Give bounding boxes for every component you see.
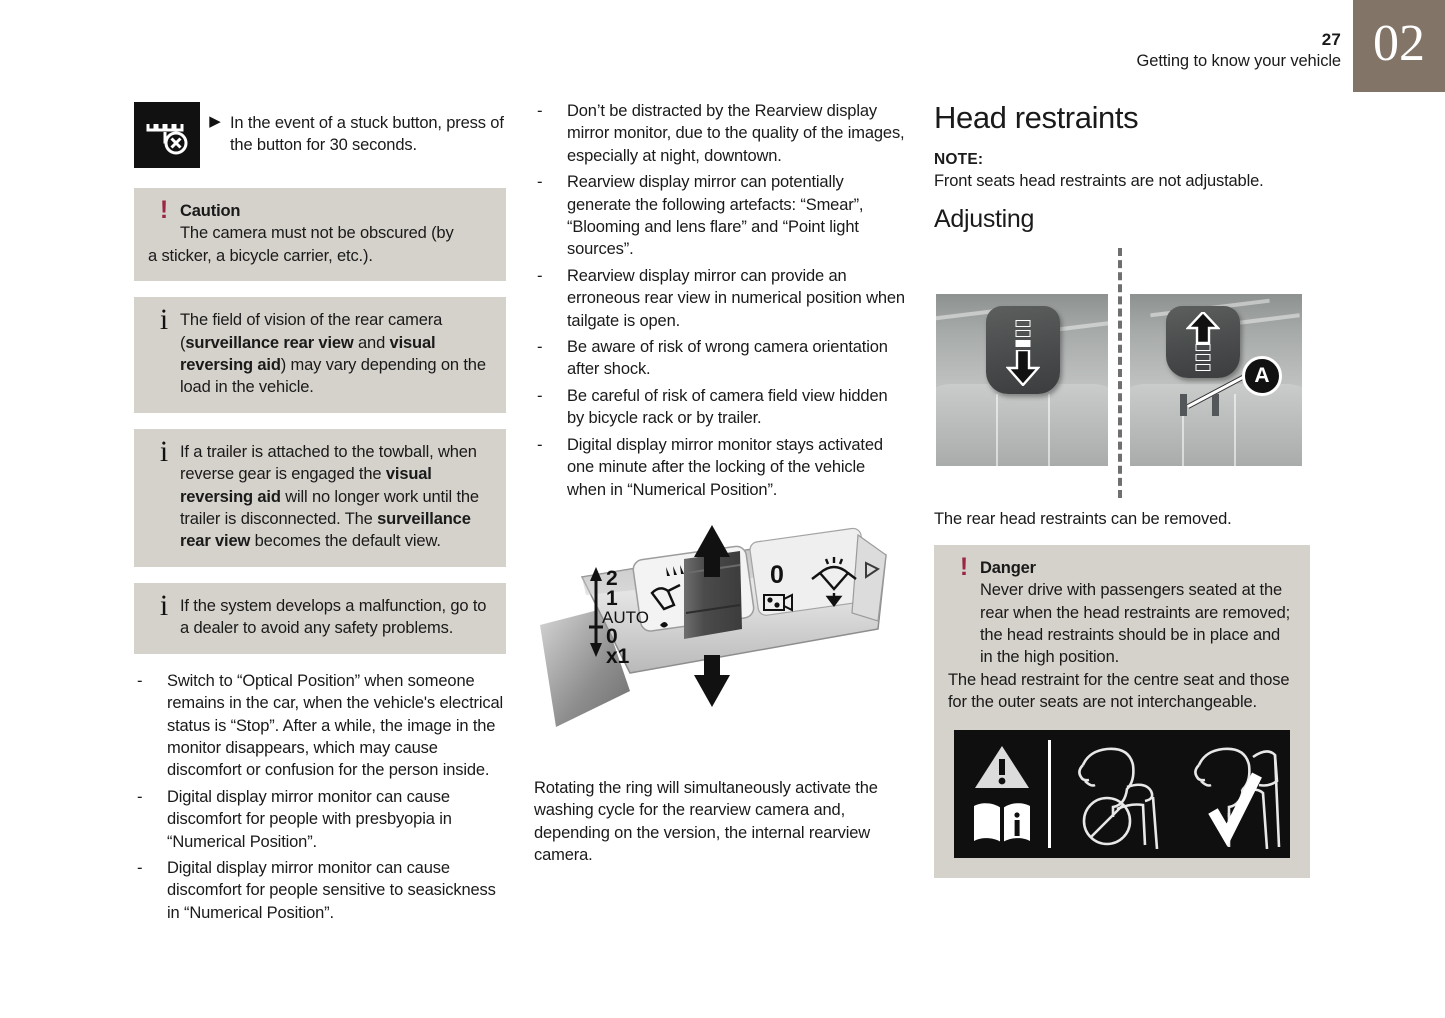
list-item-text: Don’t be distracted by the Rearview display mirror monitor, due to the quality of the images, especially at night, downtown. [567,102,905,165]
list-item [134,670,506,782]
list-item-text: Be careful of risk of camera field view hidden by bicycle rack or by trailer. [567,386,888,428]
svg-text:0: 0 [606,624,618,648]
page-header [0,0,1445,92]
note-label: NOTE: [934,151,984,168]
svg-text:1: 1 [606,586,618,610]
safety-panel-symbols [966,743,1038,845]
seat-seam [996,394,998,466]
info1-part2: and [353,333,390,352]
left-bullet-list [134,670,506,924]
figure-divider [1118,248,1122,498]
warning-triangle-icon [973,743,1031,791]
list-item [534,265,906,332]
list-bullet: - [537,338,543,357]
info2-part1: If a trailer is attached to the towball, when reverse gear is engaged the [180,442,477,484]
head-restraint-raise-photo [1130,294,1302,466]
stuck-button-text: In the event of a stuck button, press of the button for 30 seconds. [230,114,504,155]
caution-text-line2: a sticker, a bicycle carrier, etc.). [148,246,373,265]
list-item [534,434,906,501]
step-bar [1196,364,1211,371]
header-text-block [1137,30,1341,72]
info3-text: If the system develops a malfunction, go to a dealer to avoid any safety problems. [180,596,487,638]
info1-part3: ) may vary depending on the load in the vehicle. [180,356,486,397]
danger-mark-icon: ! [959,552,969,581]
list-item-text: Be aware of risk of wrong camera orientation after shock. [567,338,888,379]
read-manual-book-icon [971,799,1033,845]
seat-backrest [936,384,1108,467]
head-restraint-safety-pictogram [948,724,1296,864]
list-item-text: Digital display mirror monitor stays activated one minute after the locking of the vehicle when in “Numerical Position”. [567,435,883,499]
middle-bullet-list [534,100,906,501]
list-item [534,100,906,167]
list-bullet: - [537,386,543,405]
danger-text-1: Never drive with passengers seated at the rear when the head restraints are removed; the head restraints should be in place and in the high position. [980,581,1291,667]
column-right [934,100,1310,894]
chapter-tab [1353,0,1445,92]
page-title: Head restraints [934,100,1139,135]
list-item [534,385,906,430]
info-callout-trailer [134,429,506,567]
danger-callout [934,545,1310,878]
height-step-indicator [1196,344,1211,371]
list-bullet: - [137,671,143,690]
info2-part2: will no longer work until the trailer is disconnected. The [180,487,479,529]
info-mark-icon: i [159,588,169,622]
header-subtitle: Getting to know your vehicle [1136,52,1341,70]
step-bar [1016,340,1031,347]
arrow-up-icon [1186,312,1220,344]
list-item-text: Rearview display mirror can potentially generate the following artefacts: “Smear”, “Blooming and lens flare” and “Point light sources”. [567,173,864,259]
svg-text:x1: x1 [606,644,630,668]
wiper-stalk-illustration [534,521,906,761]
danger-title: Danger [980,558,1036,577]
step-bar [1016,320,1031,327]
head-restraint-lower-photo [936,294,1108,466]
safety-panel-scenarios [1061,739,1291,849]
head-restraint [1166,306,1240,378]
list-item [134,857,506,924]
head-restraint [986,306,1060,394]
info2-part3: becomes the default view. [250,532,441,551]
caution-callout [134,188,506,281]
svg-text:2: 2 [606,566,618,590]
list-item [534,171,906,261]
list-item [534,336,906,381]
step-bar [1196,354,1211,361]
list-item [134,786,506,853]
info-callout-malfunction [134,583,506,654]
danger-text-2: The head restraint for the centre seat and those for the outer seats are not interchangeable. [948,670,1290,712]
list-bullet: - [537,102,543,120]
info-mark-icon: i [159,303,169,337]
info-callout-field-of-vision [134,297,506,413]
removable-restraints-paragraph: The rear head restraints can be removed. [934,510,1232,529]
section-subtitle: Adjusting [934,205,1035,234]
svg-text:AUTO: AUTO [602,607,649,627]
info1-bold1: surveillance rear view [185,333,354,352]
seat-seam [1048,394,1050,466]
stalk-caption: Rotating the ring will simultaneously activate the washing cycle for the rearview camera and, depending on the version, the internal rearview camera. [534,778,878,865]
caution-text-line1: The camera must not be obscured (by [180,224,454,243]
height-step-indicator [1016,320,1031,347]
info2-bold2: surveillance rear view [180,510,471,551]
list-item-text: Rearview display mirror can provide an erroneous rear view in numerical position when tailgate is open. [567,266,905,330]
column-left [134,100,506,928]
list-item-text: Switch to “Optical Position” when someone remains in the car, when the vehicle's electrical status is “Stop”. After a while, the image in the monitor disappears, which may cause discomfort or confusion for the person inside. [167,671,504,780]
seat-seam [1234,394,1236,466]
list-item-text: Digital display mirror monitor can cause discomfort for people sensitive to seasickness in “Numerical Position”. [167,858,496,922]
stuck-button-note [134,100,506,168]
triangle-arrow-icon: ▶ [209,113,221,130]
list-bullet: - [137,787,143,806]
restraint-post [1212,394,1219,416]
info2-bold1: visual reversing aid [180,465,432,506]
list-bullet: - [537,173,543,192]
step-bar [1016,330,1031,337]
head-restraint-adjust-figure [934,248,1304,498]
column-middle [534,100,906,867]
caution-title: Caution [180,202,241,220]
list-bullet: - [537,435,543,454]
step-bar [1196,344,1211,351]
svg-text:0: 0 [770,560,784,589]
camera-wash-stuck-button-icon [134,102,200,168]
page-number: 27 [1321,30,1341,49]
caution-mark-icon: ! [159,196,169,224]
arrow-down-icon [1006,350,1040,386]
chapter-number: 02 [1373,15,1425,72]
restraint-post [1180,394,1187,416]
info-mark-icon: i [159,434,169,468]
list-bullet: - [537,266,543,285]
list-bullet: - [137,858,143,877]
seat-with-restraint-approved-icon [1179,739,1291,849]
info1-part1: The field of vision of the rear camera ( [180,311,443,352]
note-text: Front seats head restraints are not adjustable. [934,172,1264,190]
panel-divider [1048,740,1051,848]
callout-badge-a: A [1242,356,1282,396]
seat-no-restraint-prohibited-icon [1061,739,1173,849]
info1-bold2: visual reversing aid [180,333,436,375]
list-item-text: Digital display mirror monitor can cause discomfort for people with presbyopia in “Numerical Position”. [167,787,452,851]
